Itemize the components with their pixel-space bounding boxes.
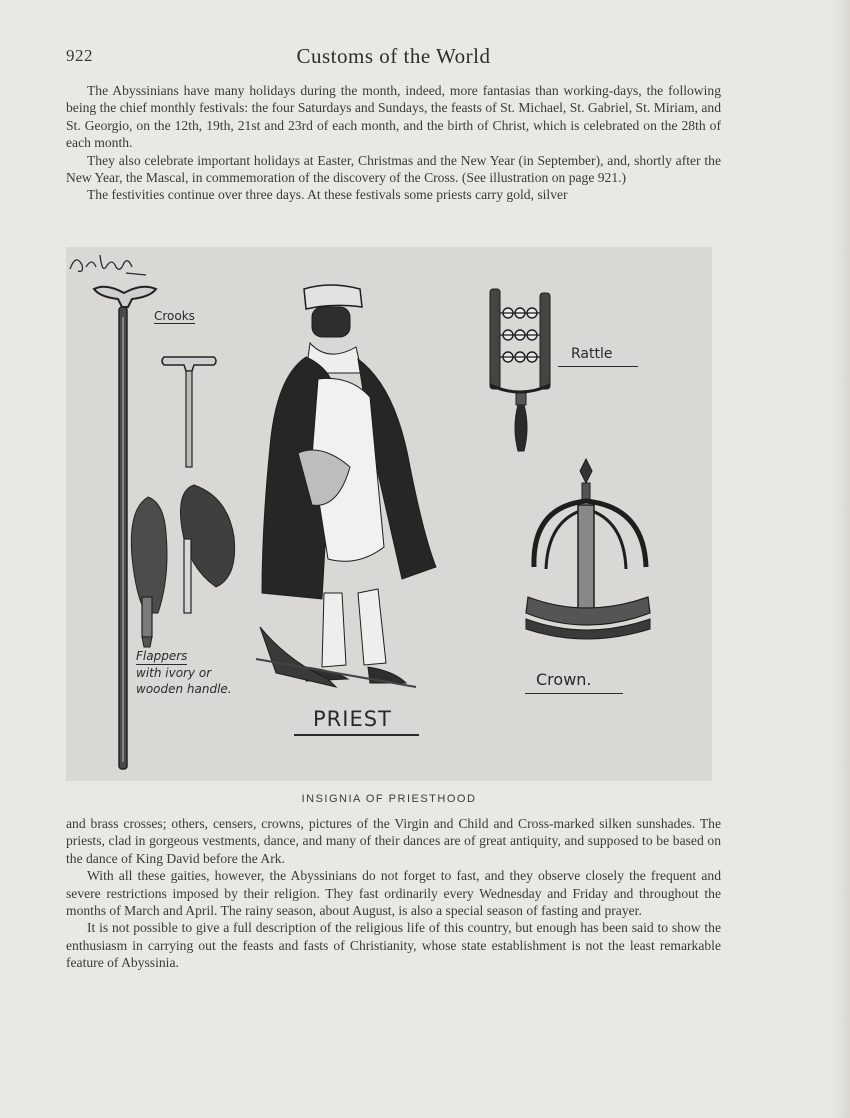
page-edge-shadow xyxy=(832,0,850,1118)
flappers-label-line: with ivory or xyxy=(136,666,212,680)
page-number: 922 xyxy=(66,46,93,65)
paragraph: With all these gaities, however, the Abyssinians do not forget to fast, and they observe closely the frequent and severe restrictions imposed by their religion. They fast ordinarily every Wednesday and Friday and throughout the months of March and April. The rainy season, about August, is also a special season of fasting and prayer. xyxy=(66,868,721,919)
paragraph: They also celebrate important holidays at Easter, Christmas and the New Year (in September), and, shortly after the New Year, the Mascal, in commemoration of the discovery of the Cross. (See illustration on page 921.) xyxy=(66,152,721,186)
crown-label: Crown. xyxy=(536,670,592,689)
illustration-plate xyxy=(66,247,712,781)
flappers-label-line: wooden handle. xyxy=(136,682,232,696)
flappers-label xyxy=(136,648,232,697)
artist-signature xyxy=(66,247,156,279)
running-title: Customs of the World xyxy=(296,44,491,68)
flapper-left xyxy=(131,497,167,647)
bottom-text-block xyxy=(66,815,721,972)
flappers-label-line: Flappers xyxy=(136,649,188,663)
crooks-label: Crooks xyxy=(154,309,195,323)
page-header xyxy=(66,46,721,74)
flapper-right xyxy=(181,485,235,613)
priest-label: PRIEST xyxy=(313,707,392,731)
rattle-underline xyxy=(558,366,638,367)
paragraph: It is not possible to give a full description of the religious life of this country, but enough has been said to show the enthusiasm in carrying out the feasts and fasts of Christianity, whose state establishment is not the least remarkable feature of Abyssinia. xyxy=(66,920,721,971)
paragraph: and brass crosses; others, censers, crowns, pictures of the Virgin and Child and Cross-marked silken sunshades. The priests, clad in gorgeous vestments, dance, and many of their dances are of great antiquity, and supposed to be based on the dance of King David before the Ark. xyxy=(66,816,721,866)
rattle-label: Rattle xyxy=(571,346,613,362)
short-crook xyxy=(162,357,216,467)
priest-figure xyxy=(256,285,436,687)
illustration-drawing xyxy=(66,247,712,781)
priest-underline xyxy=(294,734,419,736)
crown-underline xyxy=(525,693,623,694)
top-text-block xyxy=(66,82,721,204)
crown-drawing xyxy=(526,459,650,639)
paragraph: The Abyssinians have many holidays during the month, indeed, more fantasias than working-days, the following being the chief monthly festivals: the four Saturdays and Sundays, the feasts of St. Michael, St. Gabriel, St. Miriam, and St. Georgio, on the 12th, 19th, 21st and 23rd of each month, and the birth of Christ, which is celebrated on the 28th of each month. xyxy=(66,83,721,151)
figure-caption: INSIGNIA OF PRIESTHOOD xyxy=(301,793,477,805)
paragraph: The festivities continue over three days. At these festivals some priests carry gold, silver xyxy=(87,187,568,203)
rattle-drawing xyxy=(490,289,550,451)
